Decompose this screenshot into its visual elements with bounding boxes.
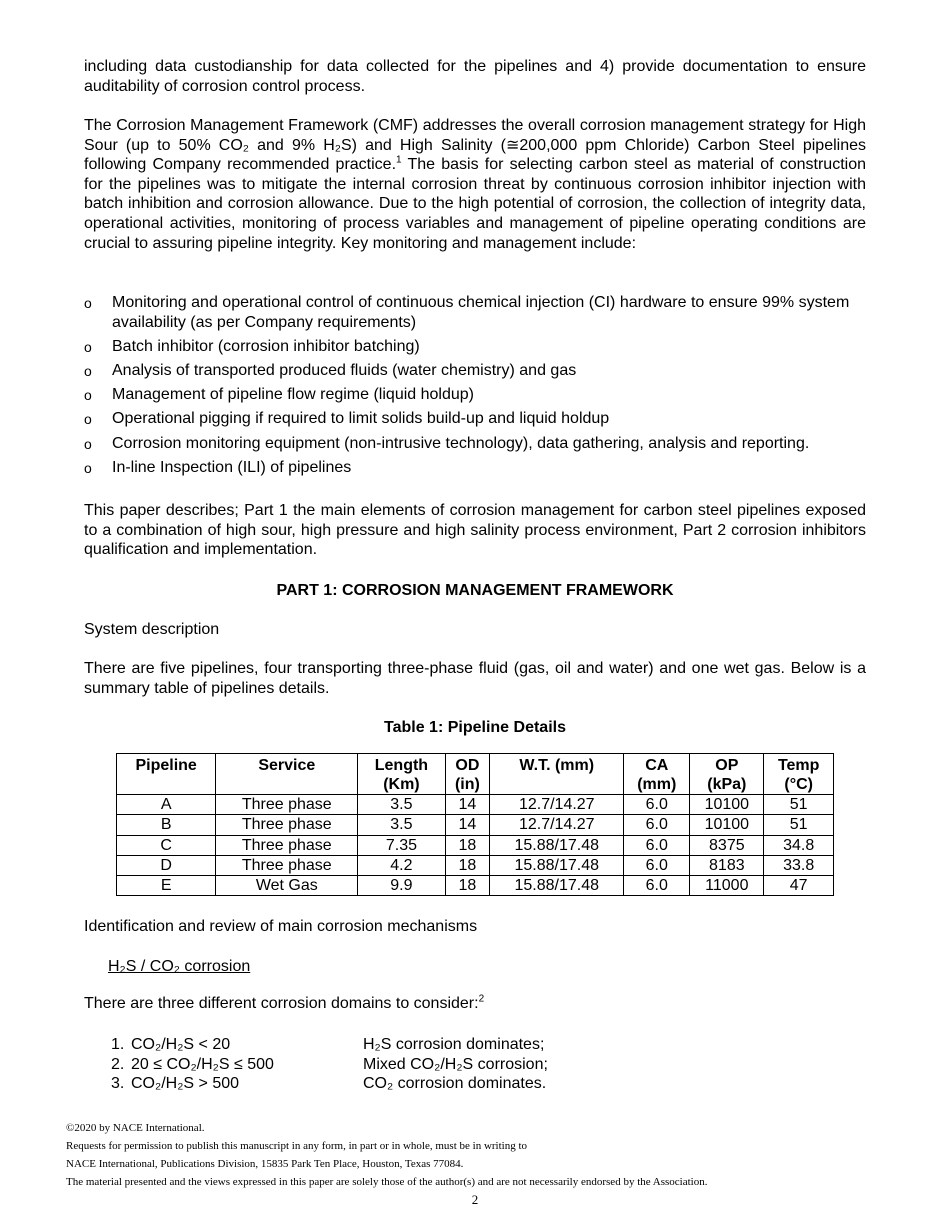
bullet-item — [84, 409, 866, 429]
table-row — [117, 815, 834, 835]
item-number: 2. — [111, 1055, 125, 1073]
bullet-text: Batch inhibitor (corrosion inhibitor batching) — [112, 337, 420, 355]
column-header — [117, 754, 216, 795]
table-cell: Three phase — [216, 815, 358, 835]
bullet-item — [84, 337, 866, 357]
table-cell: 6.0 — [624, 795, 690, 815]
table-cell: 10100 — [690, 795, 764, 815]
table-cell: C — [117, 835, 216, 855]
table-cell: 6.0 — [624, 855, 690, 875]
table-cell: 14 — [445, 815, 490, 835]
paragraph-domains — [84, 994, 866, 1014]
table-title: Table 1: Pipeline Details — [384, 719, 566, 736]
column-header — [445, 754, 490, 795]
table-cell: 12.7/14.27 — [490, 815, 624, 835]
table-cell: 51 — [764, 795, 834, 815]
table-cell: 51 — [764, 815, 834, 835]
header-line: Temp — [777, 757, 820, 774]
footer-copyright: ©2020 by NACE International. — [66, 1122, 205, 1134]
header-line: OD — [455, 757, 480, 774]
header-line: CA — [645, 757, 669, 774]
table-cell: Three phase — [216, 855, 358, 875]
pipeline-details-table — [116, 753, 834, 896]
header-line: (mm) — [637, 776, 677, 793]
table-cell: 12.7/14.27 — [490, 795, 624, 815]
header-line — [119, 775, 213, 794]
table-cell: 18 — [445, 835, 490, 855]
bullet-text: Monitoring and operational control of continuous chemical injection (CI) hardware to ensure 99% system availability (as per Company requirements) — [112, 294, 850, 331]
table-cell: 3.5 — [358, 815, 445, 835]
column-header — [216, 754, 358, 795]
table-cell: 7.35 — [358, 835, 445, 855]
bullet-marker-icon: o — [84, 362, 92, 379]
paragraph-intro-continued: including data custodianship for data collected for the pipelines and 4) provide documentation to ensure auditability of corrosion control process. — [84, 58, 866, 95]
footer-disclaimer: The material presented and the views expressed in this paper are solely those of the author(s) and are not necessarily endorsed by the Association. — [66, 1176, 708, 1188]
bullet-item — [84, 434, 866, 454]
header-line: Length — [374, 757, 429, 774]
domain-item — [111, 1035, 545, 1055]
item-number: 1. — [111, 1036, 125, 1053]
domain-condition: 20 ≤ CO₂/H₂S ≤ 500 — [131, 1055, 274, 1073]
header-line: (Km) — [383, 776, 420, 793]
subheading-system-description: System description — [84, 621, 220, 638]
footer-address: NACE International, Publications Division, 15835 Park Ten Place, Houston, Texas 77084. — [66, 1158, 464, 1170]
table-cell: Three phase — [216, 795, 358, 815]
table-cell: 6.0 — [624, 835, 690, 855]
table-cell: D — [117, 855, 216, 875]
column-header — [358, 754, 445, 795]
domain-result: Mixed CO₂/H₂S corrosion; — [363, 1055, 548, 1073]
bullet-item — [84, 385, 866, 405]
subheading-corrosion-mechanisms: Identification and review of main corrosion mechanisms — [84, 918, 478, 935]
bullet-marker-icon: o — [84, 387, 92, 404]
table-cell: 8183 — [690, 855, 764, 875]
header-line: (in) — [454, 776, 480, 793]
table-row — [117, 835, 834, 855]
column-header — [690, 754, 764, 795]
bullet-item — [84, 293, 866, 332]
header-line — [218, 775, 355, 794]
text: There are three different corrosion domains to consider: — [84, 995, 479, 1012]
paragraph-pipelines: There are five pipelines, four transporting three-phase fluid (gas, oil and water) and one wet gas. Below is a summary table of pipelines details. — [84, 660, 866, 697]
table-cell: 6.0 — [624, 815, 690, 835]
paragraph-scope: This paper describes; Part 1 the main elements of corrosion management for carbon steel pipelines exposed to a combination of high sour, high pressure and high salinity process environment, Part 2 corrosion inhibitors qualification and implementation. — [84, 502, 866, 559]
bullet-item — [84, 458, 866, 478]
table-header-row — [117, 754, 834, 795]
footnote-ref: 1 — [396, 154, 402, 166]
table-cell: 9.9 — [358, 876, 445, 896]
table-cell: 18 — [445, 876, 490, 896]
domain-item — [111, 1055, 548, 1075]
bullet-marker-icon: o — [84, 411, 92, 428]
column-header — [764, 754, 834, 795]
text: The Corrosion Management Framework (CMF) addresses the overall corrosion management strategy for High Sour (up to 50% CO₂ and 9% H₂S) and High Salinity (≅200,000 ppm Chloride) Carbon Steel pipelines following Company recommended practice. — [84, 117, 866, 174]
item-number: 3. — [111, 1075, 125, 1093]
bullet-marker-icon: o — [84, 435, 92, 452]
table-cell: 34.8 — [764, 835, 834, 855]
domain-condition: CO₂/H₂S < 20 — [131, 1036, 231, 1053]
bullet-text: Operational pigging if required to limit solids build-up and liquid holdup — [112, 410, 610, 428]
domain-item — [111, 1074, 547, 1094]
table-cell: 18 — [445, 855, 490, 875]
section-heading: PART 1: CORROSION MANAGEMENT FRAMEWORK — [276, 582, 674, 599]
table-cell: A — [117, 795, 216, 815]
table-row — [117, 855, 834, 875]
table-cell: Wet Gas — [216, 876, 358, 896]
table-row — [117, 795, 834, 815]
header-line: Pipeline — [135, 757, 197, 774]
domain-result: H₂S corrosion dominates; — [363, 1036, 545, 1053]
header-line: Service — [258, 757, 316, 774]
table-cell: E — [117, 876, 216, 896]
header-line: (kPa) — [707, 776, 747, 793]
bullet-marker-icon: o — [84, 338, 92, 355]
footnote-ref: 2 — [478, 993, 485, 1005]
table-row — [117, 876, 834, 896]
table-cell: 10100 — [690, 815, 764, 835]
table-cell: 6.0 — [624, 876, 690, 896]
header-line — [492, 775, 621, 794]
table-cell: B — [117, 815, 216, 835]
bullet-list — [84, 293, 866, 482]
table-cell: 3.5 — [358, 795, 445, 815]
header-line: (°C) — [784, 776, 813, 793]
table-cell: 15.88/17.48 — [490, 855, 624, 875]
header-line: W.T. (mm) — [519, 757, 595, 774]
footer — [66, 1119, 707, 1191]
bullet-text: Corrosion monitoring equipment (non-intrusive technology), data gathering, analysis and reporting. — [112, 434, 810, 452]
header-line: OP — [715, 757, 739, 774]
domain-result: CO₂ corrosion dominates. — [363, 1075, 547, 1093]
page-number: 2 — [471, 1192, 479, 1207]
table-cell: 4.2 — [358, 855, 445, 875]
table-cell: 15.88/17.48 — [490, 876, 624, 896]
table-cell: 33.8 — [764, 855, 834, 875]
column-header — [490, 754, 624, 795]
table-cell: Three phase — [216, 835, 358, 855]
domain-condition: CO₂/H₂S > 500 — [131, 1075, 240, 1093]
table-cell: 15.88/17.48 — [490, 835, 624, 855]
column-header — [624, 754, 690, 795]
table-cell: 11000 — [690, 876, 764, 896]
table-cell: 8375 — [690, 835, 764, 855]
paragraph-cmf — [84, 116, 866, 253]
text: The basis for selecting carbon steel as material of construction for the pipelines was to mitigate the internal corrosion threat by continuous corrosion inhibitor injection with batch inhibition and corrosion allowance. Due to the high potential of corrosion, the collection of integrity data, operational activities, monitoring of process variables and management of pipeline operating conditions are crucial to assuring pipeline integrity. Key monitoring and management include: — [84, 156, 867, 252]
bullet-text: Management of pipeline flow regime (liquid holdup) — [112, 386, 474, 404]
table-cell: 47 — [764, 876, 834, 896]
bullet-text: Analysis of transported produced fluids (water chemistry) and gas — [112, 361, 577, 379]
bullet-marker-icon: o — [84, 295, 92, 311]
bullet-text: In-line Inspection (ILI) of pipelines — [112, 458, 352, 476]
footer-permission: Requests for permission to publish this manuscript in any form, in part or in whole, must be in writing to — [66, 1140, 528, 1152]
bullet-marker-icon: o — [84, 459, 92, 476]
bullet-item — [84, 361, 866, 381]
table-cell: 14 — [445, 795, 490, 815]
subsection-heading: H₂S / CO₂ corrosion — [108, 958, 251, 975]
